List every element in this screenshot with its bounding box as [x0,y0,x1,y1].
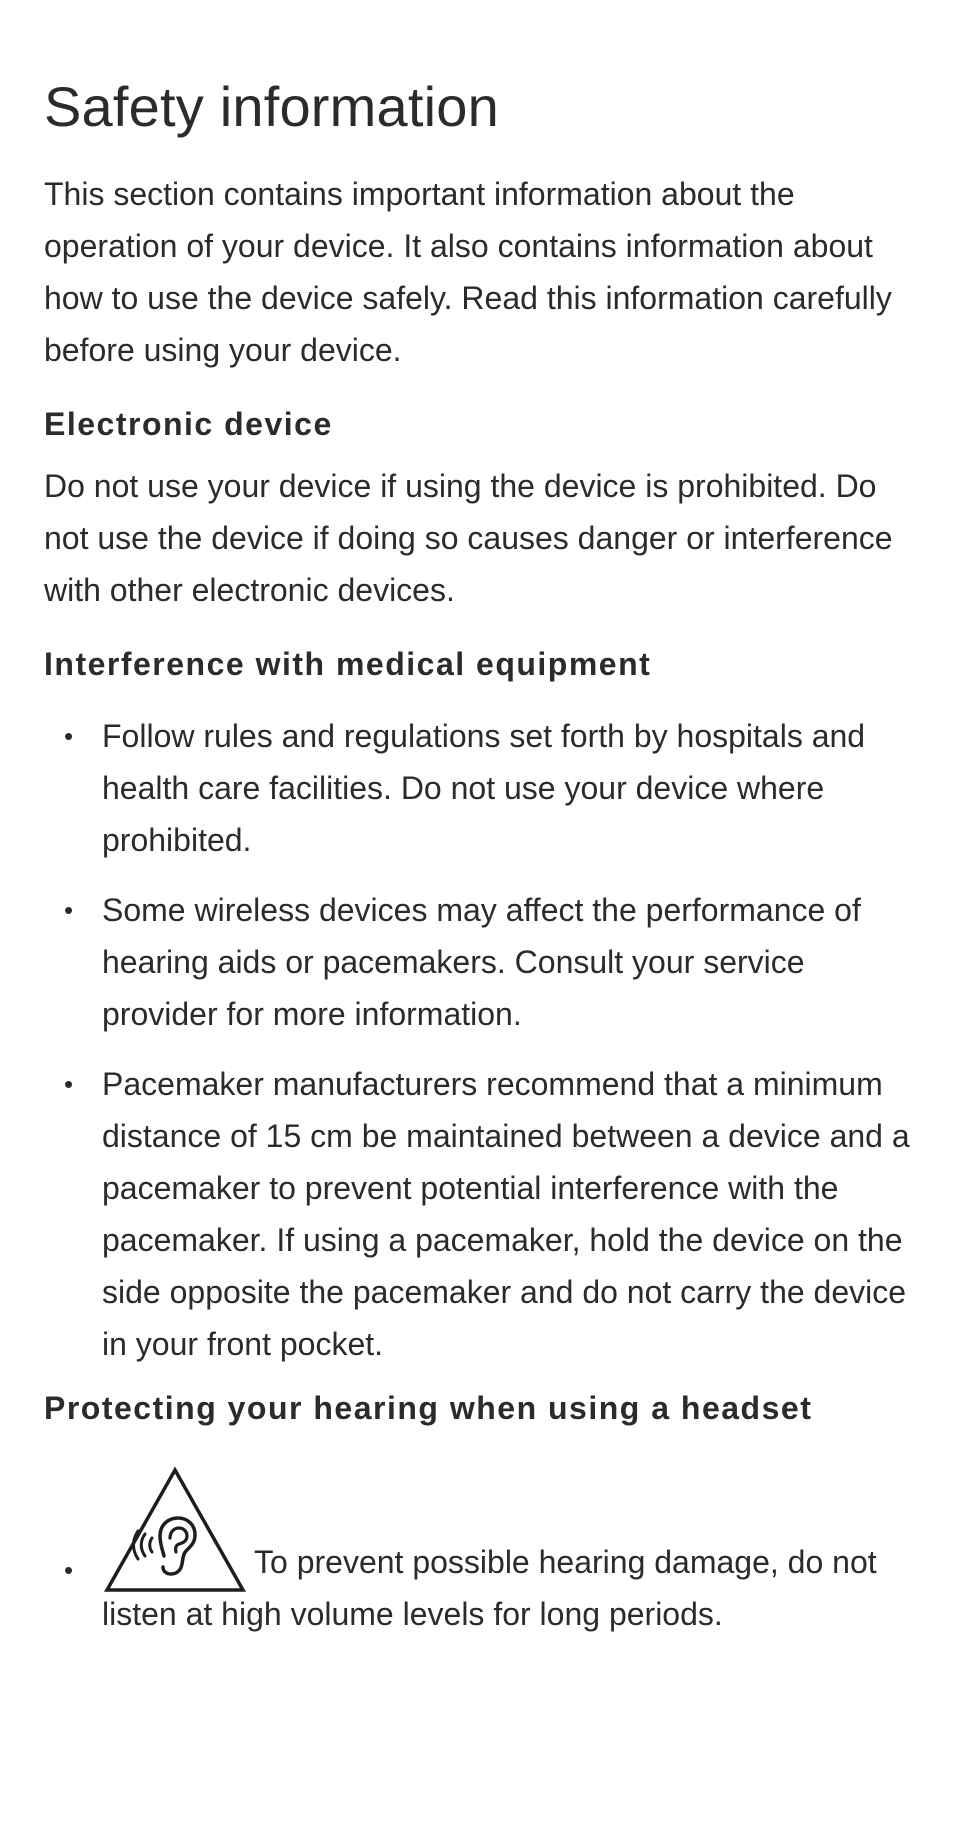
bullet-icon: • [64,721,74,751]
hearing-bullet-list [44,1456,924,1640]
list-item [44,1456,924,1640]
intro-paragraph: This section contains important information about the operation of your device. It also contains information about how to use the device safely. Read this information carefully before using your device. [44,176,892,368]
list-item-text: Pacemaker manufacturers recommend that a minimum distance of 15 cm be maintained between a device and a pacemaker to prevent potential interference with the pacemaker. If using a pacemaker, hold the device on the side opposite the pacemaker and do not carry the device in your front pocket. [102,1066,910,1362]
section-heading-hearing-protection: Protecting your hearing when using a headset [44,1390,813,1426]
list-item-text: Follow rules and regulations set forth by hospitals and health care facilities. Do not use your device where prohibited. [102,718,866,858]
list-item [44,884,924,1040]
medical-bullet-list [44,710,924,1370]
section-heading-electronic-device: Electronic device [44,406,333,442]
hearing-warning-icon [102,1464,248,1596]
page-title: Safety information [44,75,499,138]
section-heading-medical-interference: Interference with medical equipment [44,646,652,682]
bullet-icon: • [64,895,74,925]
document-page [44,70,924,1658]
bullet-icon: • [64,1555,74,1585]
list-item-text: Some wireless devices may affect the performance of hearing aids or pacemakers. Consult your service provider for more information. [102,892,861,1032]
list-item [44,1058,924,1370]
bullet-icon: • [64,1069,74,1099]
list-item-text: To prevent possible hearing damage, do not listen at high volume levels for long periods. [102,1544,877,1632]
electronic-device-paragraph: Do not use your device if using the device is prohibited. Do not use the device if doing so causes danger or interference with other electronic devices. [44,468,893,608]
list-item [44,710,924,866]
